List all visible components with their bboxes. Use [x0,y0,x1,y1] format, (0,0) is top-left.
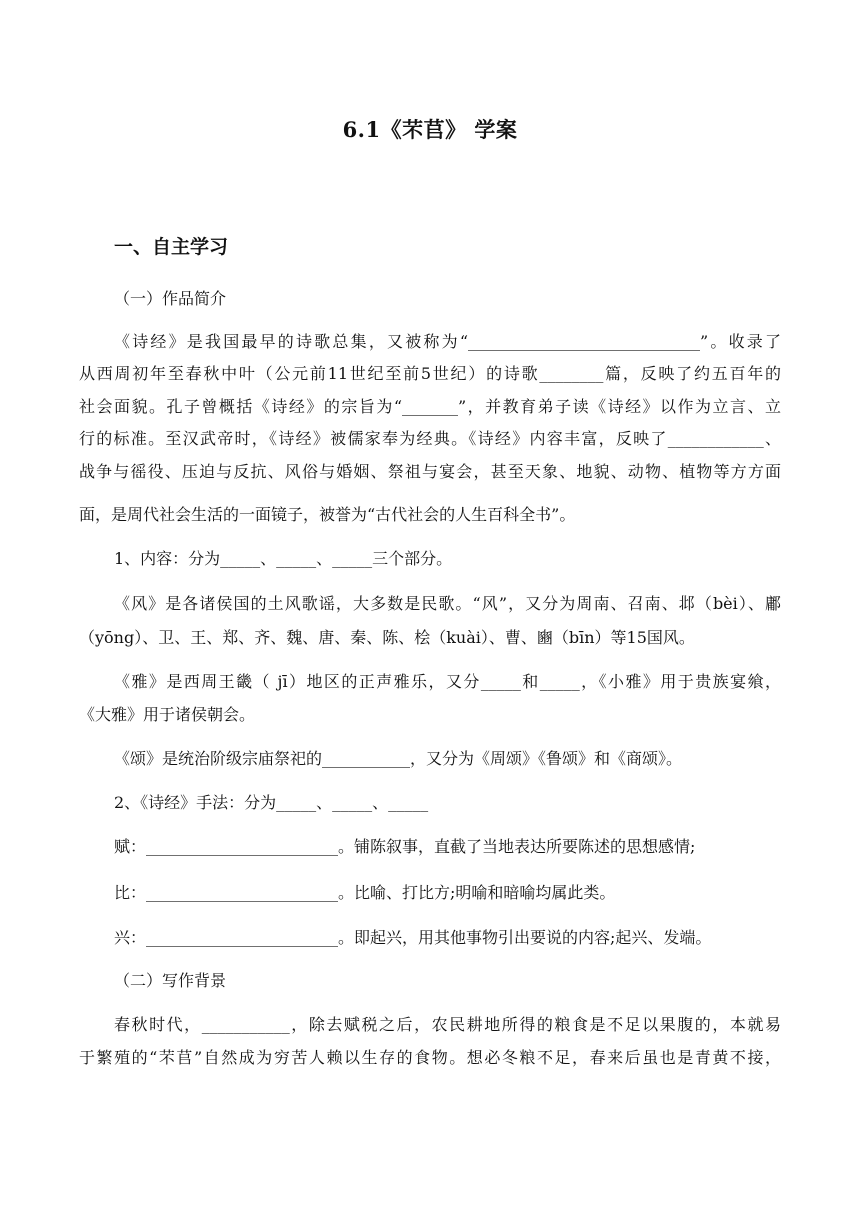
technique-fu: 赋：________________________。铺陈叙事，直截了当地表达所要陈述的思想感情; [114,837,696,856]
page-title: 6.1《芣苢》 学案 [342,117,518,142]
paragraph-line: 行的标准。至汉武帝时，《诗经》被儒家奉为经典。《诗经》内容丰富，反映了____________、 [79,429,781,448]
paragraph-line: 《雅》是西周王畿（ jī）地区的正声雅乐，又分_____和_____，《小雅》用于贵族宴飨， [114,672,781,691]
technique-xing: 兴：________________________。即起兴，用其他事物引出要说的内容;起兴、发端。 [114,928,712,947]
subheading-work-intro: （一）作品简介 [114,289,227,308]
section-heading-self-study: 一、自主学习 [114,236,229,258]
paragraph-line: 社会面貌。孔子曾概括《诗经》的宗旨为“_______”，并教育弟子读《诗经》以作为立言、立 [79,397,781,416]
technique-bi: 比：________________________。比喻、打比方;明喻和暗喻均属此类。 [114,883,616,902]
paragraph-line: 面，是周代社会生活的一面镜子，被誉为“古代社会的人生百科全书”。 [79,505,576,524]
paragraph-line: 《风》是各诸侯国的土风歌谣，大多数是民歌。“风”，又分为周南、召南、邶（bèi）、鄘 [114,594,781,613]
paragraph-line: （yōng）、卫、王、郑、齐、魏、唐、秦、陈、桧（kuài）、曹、豳（bīn）等15国风。 [79,628,695,647]
technique-heading: 2、《诗经》手法：分为_____、_____、_____ [114,793,429,812]
paragraph-line: 《诗经》是我国最早的诗歌总集，又被称为“_____________________________”。收录了 [114,332,781,351]
content-heading: 1、内容：分为_____、_____、_____三个部分。 [114,549,453,568]
paragraph-line: 《大雅》用于诸侯朝会。 [79,705,256,724]
paragraph-line: 从西周初年至春秋中叶（公元前11世纪至前5世纪）的诗歌________篇，反映了约五百年的 [79,364,781,383]
paragraph-line: 《颂》是统治阶级宗庙祭祀的___________，又分为《周颂》《鲁颂》和《商颂》。 [114,749,683,768]
paragraph-line: 战争与徭役、压迫与反抗、风俗与婚姻、祭祖与宴会，甚至天象、地貌、动物、植物等方方面 [79,462,781,481]
subheading-background: （二）写作背景 [114,971,227,990]
paragraph-line: 春秋时代，___________，除去赋税之后，农民耕地所得的粮食是不足以果腹的，本就易 [114,1015,781,1034]
paragraph-line: 于繁殖的“芣苢”自然成为穷苦人赖以生存的食物。想必冬粮不足，春来后虽也是青黄不接， [79,1048,781,1067]
